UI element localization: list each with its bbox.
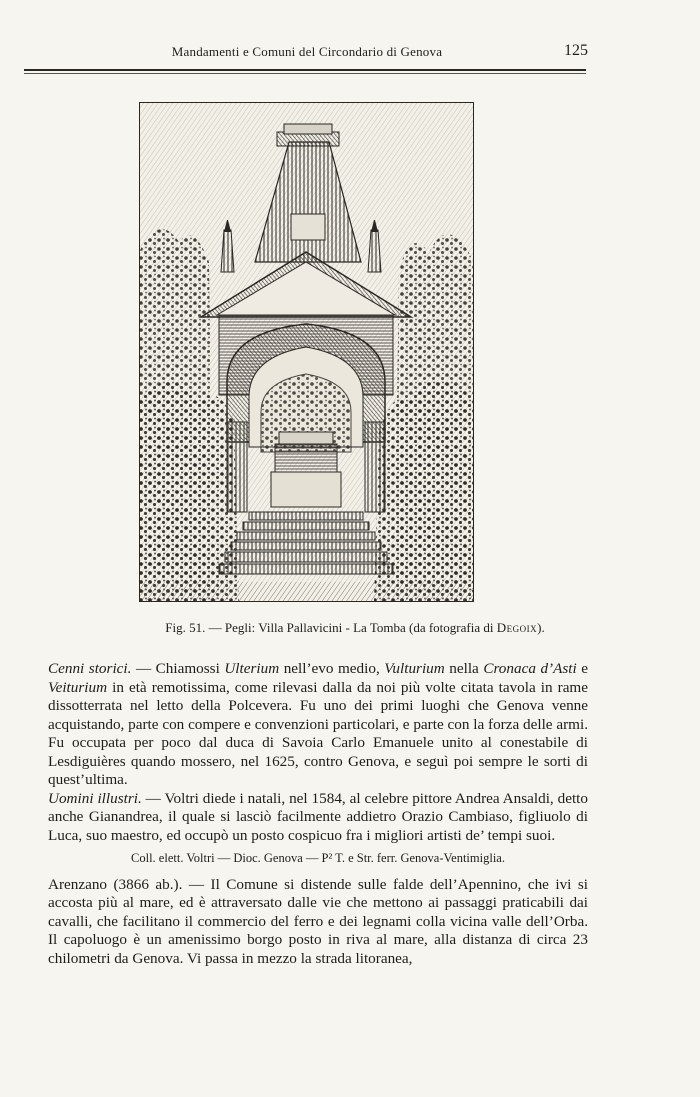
page-number: 125: [564, 42, 588, 59]
caption-suffix: ).: [537, 620, 545, 635]
caption-prefix: Fig. 51. — Pegli: Villa Pallavicini - La Tomba (da fotografia di: [165, 620, 497, 635]
caption-author: Degoix: [496, 620, 538, 635]
sarcophagus: [271, 432, 341, 507]
uomini-text: — Voltri diede i natali, nel 1584, al celebre pittore Andrea Ansaldi, detto anche Gianandrea, il quale si lasciò facilmente addietro Orazio Cambiaso, figliuolo di Luca, suo maestro, ed occupò un posto cospicuo fra i migliori artisti de’ tempi suoi.: [48, 789, 588, 844]
cenni-text-4: e: [576, 660, 589, 677]
paragraph-cenni-storici: [48, 660, 588, 790]
cenni-veiturium: Veiturium: [48, 678, 108, 696]
cenni-text-5: in età remotissima, come rilevasi dalla da noi più volte citata tavola in rame dissotterrata nel letto della Polcevera. Fu uno dei primi luoghi che Genova venne acquistando, parte con compere e convenzioni particolari, e parte con la forza delle armi. Fu occupata per poco dal duca di Savoia Carlo Emanuele unito al conestabile di Lesdiguières quando mossero, nel 1625, contro Genova, e seguì poi sempre le sorti di quest’ultima.: [48, 678, 588, 788]
header-rule: [24, 69, 586, 71]
cenni-text-2: nell’evo medio,: [279, 660, 385, 677]
paragraph-arenzano: [48, 876, 588, 969]
running-title: Mandamenti e Comuni del Circondario di Genova: [171, 44, 443, 59]
cenni-text-3: nella: [444, 660, 484, 677]
figure-caption: [20, 620, 690, 636]
cenni-label: Cenni storici.: [48, 660, 132, 677]
cenni-text-1: — Chiamossi: [131, 660, 225, 677]
collegio-line: Coll. elett. Voltri — Dioc. Genova — P² T. e Str. ferr. Genova-Ventimiglia.: [131, 851, 505, 865]
tomb-engraving: [139, 102, 474, 602]
paragraph-uomini-illustri: [48, 790, 588, 846]
arenzano-text: Arenzano (3866 ab.). — Il Comune si distende sulle falde dell’Apennino, che ivi si accosta più al mare, ed è attraversato dalle vie che mettono ai passaggi praticabili dai cavalli, che facilitano il commercio del ferro e dei legnami colla vicina valle dell’Orba. Il capoluogo è un amenissimo borgo posto in riva al mare, alla distanza di circa 23 chilometri da Genova. Vi passa in mezzo la strada litoranea,: [48, 875, 588, 967]
cenni-ulterium: Ulterium: [224, 660, 280, 677]
uomini-label: Uomini illustri.: [48, 789, 142, 807]
cenni-cronaca: Cronaca d’Asti: [483, 660, 577, 677]
cenni-vulturium: Vulturium: [384, 660, 445, 677]
header-rule-thin: [24, 73, 586, 74]
body-text: [48, 660, 588, 968]
